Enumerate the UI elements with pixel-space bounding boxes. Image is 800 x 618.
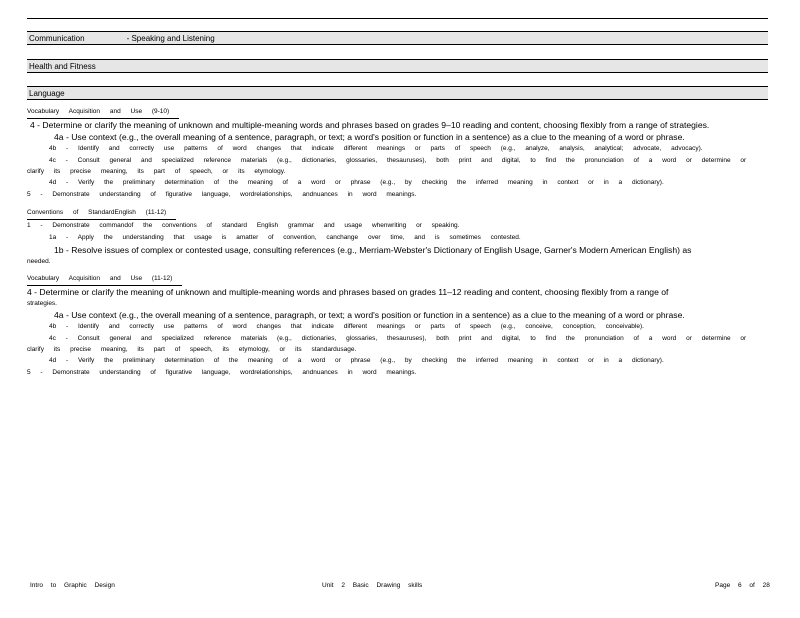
standard-line: 4a - Use context (e.g., the overall meaning of a sentence, paragraph, or text; a word's position or function in a sentence) as a clue to the meaning of a word or phrase.	[54, 310, 685, 320]
standard-line: 4c - Consult general and specialized reference materials (e.g., dictionaries, glossaries, thesauruses), both print and digital, to find the pronunciation of a word or determine or	[49, 157, 747, 164]
section-heading: Vocabulary Acquisition and Use (11-12)	[27, 273, 182, 286]
standard-line: 5 - Demonstrate understanding of figurative language, wordrelationships, andnuances in word meanings.	[27, 369, 417, 376]
communication-label: Communication	[29, 34, 85, 43]
standard-line: 1 - Demonstrate commandof the conventions of standard English grammar and usage whenwriting or speaking.	[27, 222, 460, 229]
speaking-listening-label: - Speaking and Listening	[126, 34, 215, 43]
standard-line: 4c - Consult general and specialized reference materials (e.g., dictionaries, glossaries, thesauruses), both print and digital, to find the pronunciation of a word or determine or	[49, 335, 747, 342]
top-rule	[27, 18, 768, 19]
standard-line: strategies.	[27, 300, 57, 307]
footer-page-number: Page 6 of 28	[715, 582, 770, 589]
standard-line: needed.	[27, 258, 51, 265]
standard-line: 4b - Identify and correctly use patterns of word changes that indicate different meanings or parts of speech (e.g., conceive, conception, conceivable).	[49, 323, 644, 330]
health-fitness-band	[27, 59, 768, 73]
language-label: Language	[29, 89, 65, 98]
standard-line: 1a - Apply the understanding that usage is amatter of convention, canchange over time, and is sometimes contested.	[49, 234, 521, 241]
footer-unit: Unit 2 Basic Drawing skills	[322, 582, 423, 589]
standard-line: 1b - Resolve issues of complex or contested usage, consulting references (e.g., Merriam-Webster's Dictionary of English Usage, Garner's Modern American English) as	[54, 245, 692, 255]
standard-line: 4a - Use context (e.g., the overall meaning of a sentence, paragraph, or text; a word's position or function in a sentence) as a clue to the meaning of a word or phrase.	[54, 132, 685, 142]
standard-line: clarify its precise meaning, its part of speech, its etymology, or its standardusage.	[27, 346, 357, 353]
standard-line: 5 - Demonstrate understanding of figurative language, wordrelationships, andnuances in word meanings.	[27, 191, 417, 198]
footer-course: Intro to Graphic Design	[30, 582, 115, 589]
section-heading: Conventions of StandardEnglish (11-12)	[27, 207, 176, 220]
standards-content	[27, 100, 768, 379]
language-band	[27, 86, 768, 100]
standard-line: clarify its precise meaning, its part of speech, or its etymology.	[27, 168, 286, 175]
standard-line: 4d - Verify the preliminary determination of the meaning of a word or phrase (e.g., by checking the inferred meaning in context or in a dictionary).	[49, 357, 664, 364]
standard-line: 4 - Determine or clarify the meaning of unknown and multiple-meaning words and phrases based on grades 11–12 reading and content, choosing flexibly from a range of	[27, 287, 669, 297]
standard-line: 4d - Verify the preliminary determination of the meaning of a word or phrase (e.g., by checking the inferred meaning in context or in a dictionary).	[49, 179, 664, 186]
standard-line: 4 - Determine or clarify the meaning of unknown and multiple-meaning words and phrases based on grades 9–10 reading and content, choosing flexibly from a range of strategies.	[30, 120, 710, 130]
section-heading: Vocabulary Acquisition and Use (9-10)	[27, 106, 179, 119]
standard-line: 4b - Identify and correctly use patterns of word changes that indicate different meanings or parts of speech (e.g., analyze, analysis, analytical; advocate, advocacy).	[49, 145, 703, 152]
health-fitness-label: Health and Fitness	[29, 62, 96, 71]
communication-band	[27, 31, 768, 45]
